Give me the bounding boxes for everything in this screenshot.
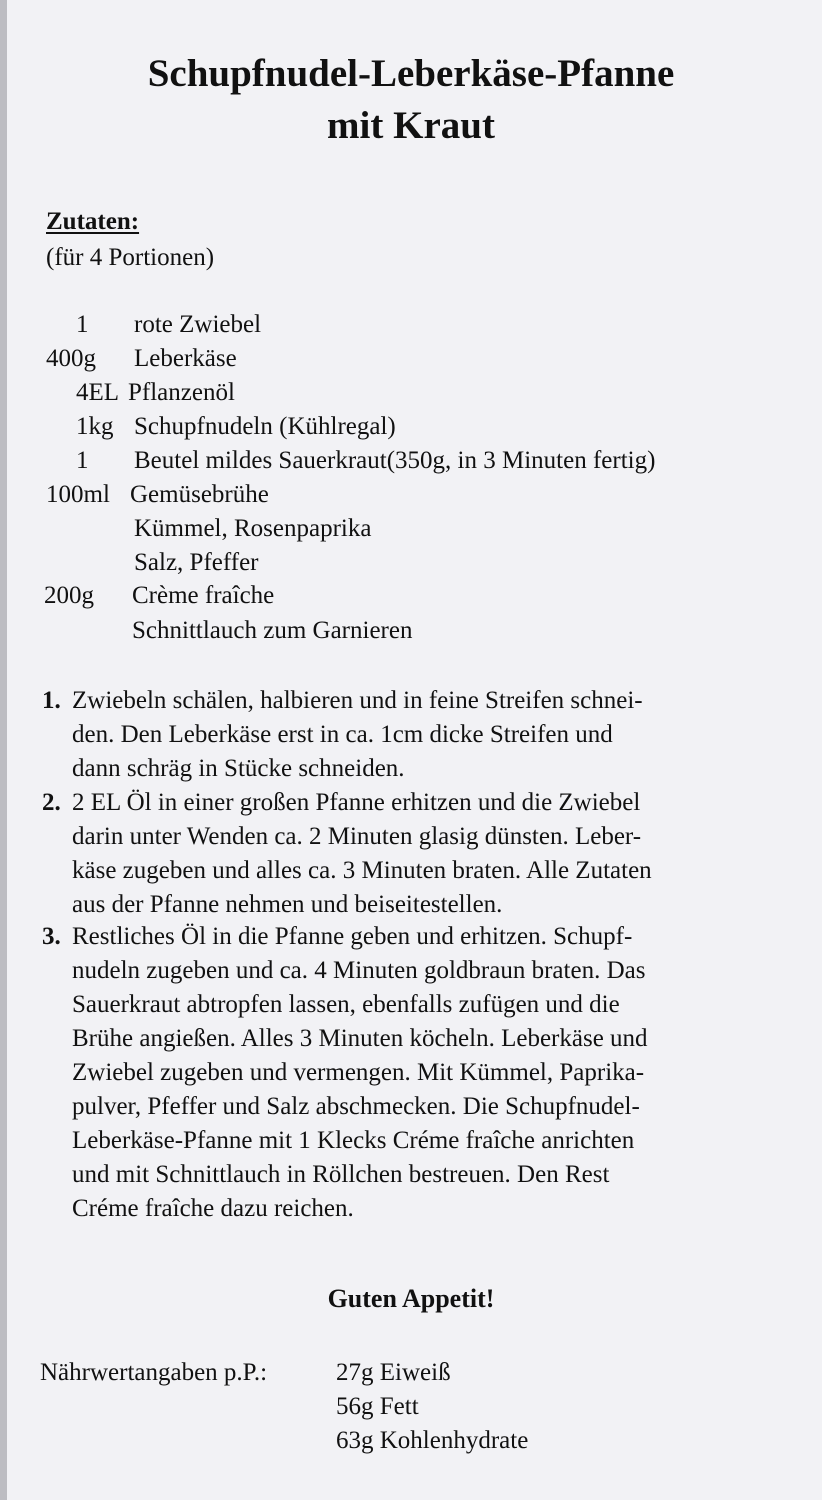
- step-number: 1.: [42, 687, 61, 714]
- step-text-line: dann schräg in Stücke schneiden.: [72, 755, 405, 782]
- nutrition-label: Nährwertangaben p.P.:: [40, 1359, 268, 1386]
- ingredient-name: Beutel mildes Sauerkraut(350g, in 3 Minuten fertig): [134, 447, 656, 474]
- recipe-title-line2: mit Kraut: [327, 104, 495, 147]
- ingredient-name: Pflanzenöl: [128, 379, 235, 406]
- ingredient-name: Salz, Pfeffer: [134, 549, 259, 576]
- step-text-line: Restliches Öl in die Pfanne geben und erhitzen. Schupf-: [72, 923, 633, 950]
- step-text-line: Leberkäse-Pfanne mit 1 Klecks Créme fraîche anrichten: [72, 1127, 635, 1154]
- ingredient-name: rote Zwiebel: [134, 311, 262, 338]
- step-text-line: aus der Pfanne nehmen und beiseitestellen.: [72, 891, 503, 918]
- nutrition-item: 27g Eiweiß: [336, 1359, 451, 1386]
- ingredient-name: Kümmel, Rosenpaprika: [134, 515, 372, 542]
- nutrition-item: 63g Kohlenhydrate: [336, 1427, 529, 1454]
- step-text-line: Zwiebeln schälen, halbieren und in feine Streifen schnei-: [72, 687, 643, 714]
- ingredient-qty: 1kg: [76, 413, 114, 440]
- step-text-line: Zwiebel zugeben und vermengen. Mit Kümmel, Paprika-: [72, 1059, 645, 1086]
- step-text-line: Sauerkraut abtropfen lassen, ebenfalls zufügen und die: [72, 991, 620, 1018]
- ingredient-name: Crème fraîche: [132, 582, 275, 609]
- step-number: 3.: [42, 923, 61, 950]
- page-edge: [0, 0, 7, 1500]
- step-text-line: darin unter Wenden ca. 2 Minuten glasig dünsten. Leber-: [72, 823, 642, 850]
- ingredient-qty: 100ml: [46, 481, 110, 508]
- step-text-line: käse zugeben und alles ca. 3 Minuten braten. Alle Zutaten: [72, 857, 652, 884]
- ingredient-name: Schnittlauch zum Garnieren: [132, 617, 413, 644]
- ingredient-name: Leberkäse: [134, 345, 237, 372]
- step-text-line: pulver, Pfeffer und Salz abschmecken. Die Schupfnudel-: [72, 1093, 640, 1120]
- step-text-line: nudeln zugeben und ca. 4 Minuten goldbraun braten. Das: [72, 957, 646, 984]
- step-text-line: und mit Schnittlauch in Röllchen bestreuen. Den Rest: [72, 1161, 610, 1188]
- ingredient-qty: 200g: [44, 582, 94, 609]
- step-text-line: Brühe angießen. Alles 3 Minuten köcheln. Leberkäse und: [72, 1025, 648, 1052]
- ingredient-name: Schupfnudeln (Kühlregal): [134, 413, 396, 440]
- step-number: 2.: [42, 789, 61, 816]
- recipe-title-line1: Schupfnudel-Leberkäse-Pfanne: [147, 52, 675, 95]
- step-text-line: den. Den Leberkäse erst in ca. 1cm dicke Streifen und: [72, 721, 613, 748]
- ingredient-qty: 400g: [46, 345, 96, 372]
- ingredient-qty: 1: [76, 447, 89, 474]
- step-text-line: 2 EL Öl in einer großen Pfanne erhitzen und die Zwiebel: [72, 789, 641, 816]
- ingredient-name: Gemüsebrühe: [130, 481, 269, 508]
- ingredient-qty: 4EL: [76, 379, 120, 406]
- step-text-line: Créme fraîche dazu reichen.: [72, 1195, 354, 1222]
- ingredient-qty: 1: [76, 311, 89, 338]
- portions-note: (für 4 Portionen): [46, 244, 215, 271]
- closing-remark: Guten Appetit!: [327, 1284, 495, 1313]
- nutrition-item: 56g Fett: [336, 1393, 419, 1420]
- ingredients-heading: Zutaten:: [46, 208, 140, 235]
